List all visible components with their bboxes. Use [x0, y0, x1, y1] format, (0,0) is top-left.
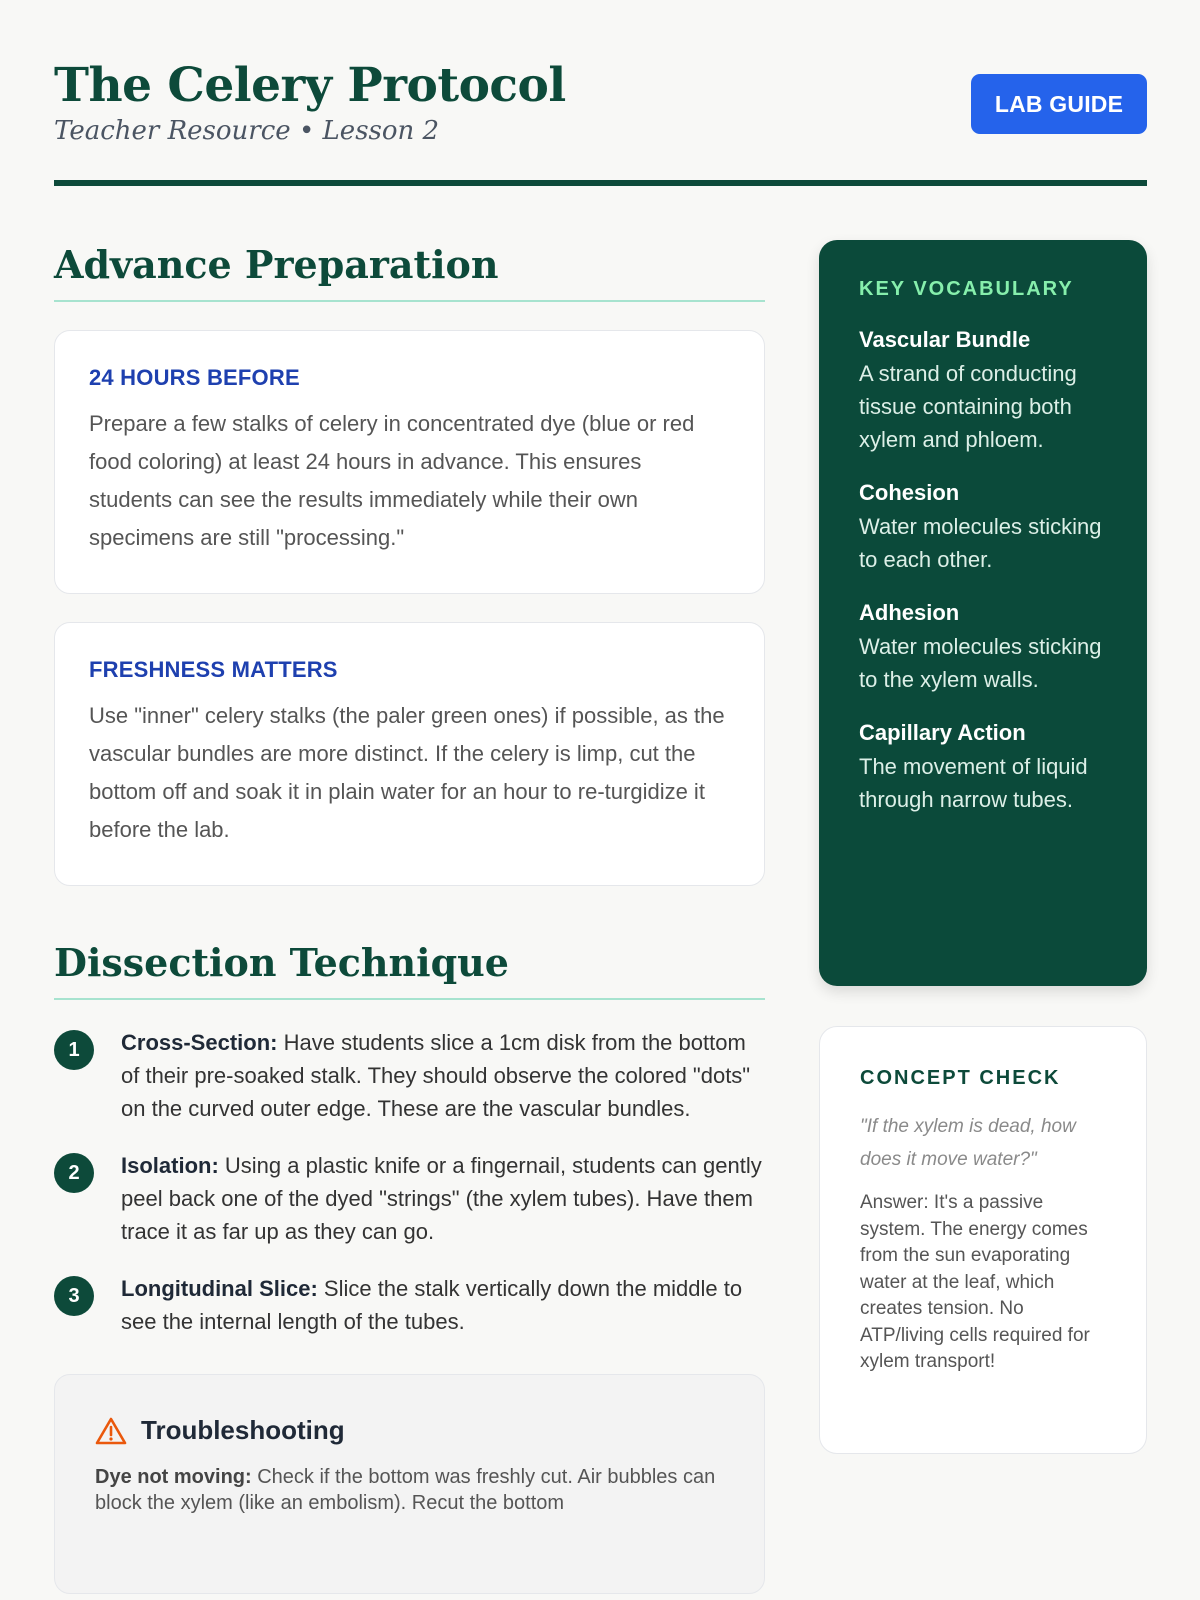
step-text: Slice the stalk vertically down the middle to see the internal length of the tubes. — [121, 1276, 743, 1334]
term-definition: Water molecules sticking to the xylem walls. — [859, 634, 1102, 692]
step-item — [54, 1272, 765, 1338]
step-list — [54, 1026, 765, 1338]
term-name: Vascular Bundle — [859, 327, 1031, 352]
vocab-term — [859, 476, 1107, 576]
troubleshooting-title: Troubleshooting — [141, 1415, 345, 1445]
term-name: Capillary Action — [859, 720, 1026, 745]
step-label: Cross-Section: — [121, 1030, 278, 1055]
dissection-technique-title: Dissection Technique — [54, 938, 765, 1000]
step-number-badge: 1 — [54, 1030, 94, 1070]
step-label: Longitudinal Slice: — [121, 1276, 318, 1301]
step-item — [54, 1149, 765, 1248]
vocab-term — [859, 716, 1107, 816]
card-body: Use "inner" celery stalks (the paler green ones) if possible, as the vascular bundles are more distinct. If the celery is limp, cut the bottom off and soak it in plain water for an hour to re-turgidize it before the lab. — [89, 703, 725, 842]
main-column — [54, 240, 765, 1594]
prep-card-24-hours — [54, 330, 765, 594]
term-definition: Water molecules sticking to each other. — [859, 514, 1102, 572]
concept-check-heading: CONCEPT CHECK — [860, 1067, 1061, 1089]
term-definition: A strand of conducting tissue containing both xylem and phloem. — [859, 361, 1077, 452]
prep-card-freshness — [54, 622, 765, 886]
step-label: Isolation: — [121, 1153, 219, 1178]
troubleshooting-heading — [95, 1415, 724, 1446]
term-name: Cohesion — [859, 480, 960, 505]
vocabulary-heading: KEY VOCABULARY — [859, 278, 1074, 300]
header-divider — [54, 180, 1147, 186]
step-number-badge: 3 — [54, 1276, 94, 1316]
page-title: The Celery Protocol — [54, 58, 566, 113]
concept-question: "If the xylem is dead, how does it move water?" — [860, 1116, 1076, 1170]
vocab-term — [859, 323, 1107, 456]
lab-guide-button[interactable]: LAB GUIDE — [971, 74, 1147, 134]
term-name: Adhesion — [859, 600, 960, 625]
troubleshooting-label: Dye not moving: — [95, 1466, 252, 1488]
card-body: Prepare a few stalks of celery in concentrated dye (blue or red food coloring) at least 24 hours in advance. This ensures students can see the results immediately while their own specimens are still "processing." — [89, 411, 695, 550]
card-heading: FRESHNESS MATTERS — [89, 657, 338, 682]
key-vocabulary-panel — [819, 240, 1147, 986]
troubleshooting-box — [54, 1374, 765, 1594]
warning-icon — [95, 1416, 127, 1446]
troubleshooting-text — [95, 1464, 724, 1516]
step-text: Using a plastic knife or a fingernail, students can gently peel back one of the dyed "strings" (the xylem tubes). Have them trace it as far up as they can go. — [121, 1153, 762, 1244]
troubleshooting-body: Check if the bottom was freshly cut. Air bubbles can block the xylem (like an embolism). Recut the bottom — [95, 1466, 716, 1514]
step-item — [54, 1026, 765, 1125]
term-definition: The movement of liquid through narrow tubes. — [859, 754, 1088, 812]
vocab-term — [859, 596, 1107, 696]
step-text: Have students slice a 1cm disk from the bottom of their pre-soaked stalk. They should observe the colored "dots" on the curved outer edge. These are the vascular bundles. — [121, 1030, 751, 1121]
card-heading: 24 HOURS BEFORE — [89, 365, 300, 390]
concept-check-panel — [819, 1026, 1147, 1454]
page — [54, 0, 1147, 1600]
page-subtitle: Teacher Resource • Lesson 2 — [54, 116, 440, 146]
advance-preparation-title: Advance Preparation — [54, 240, 765, 302]
concept-answer: Answer: It's a passive system. The energy comes from the sun evaporating water at the leaf, which creates tension. No ATP/living cells required for xylem transport! — [860, 1192, 1090, 1372]
step-number-badge: 2 — [54, 1153, 94, 1193]
page-header — [54, 58, 1147, 188]
